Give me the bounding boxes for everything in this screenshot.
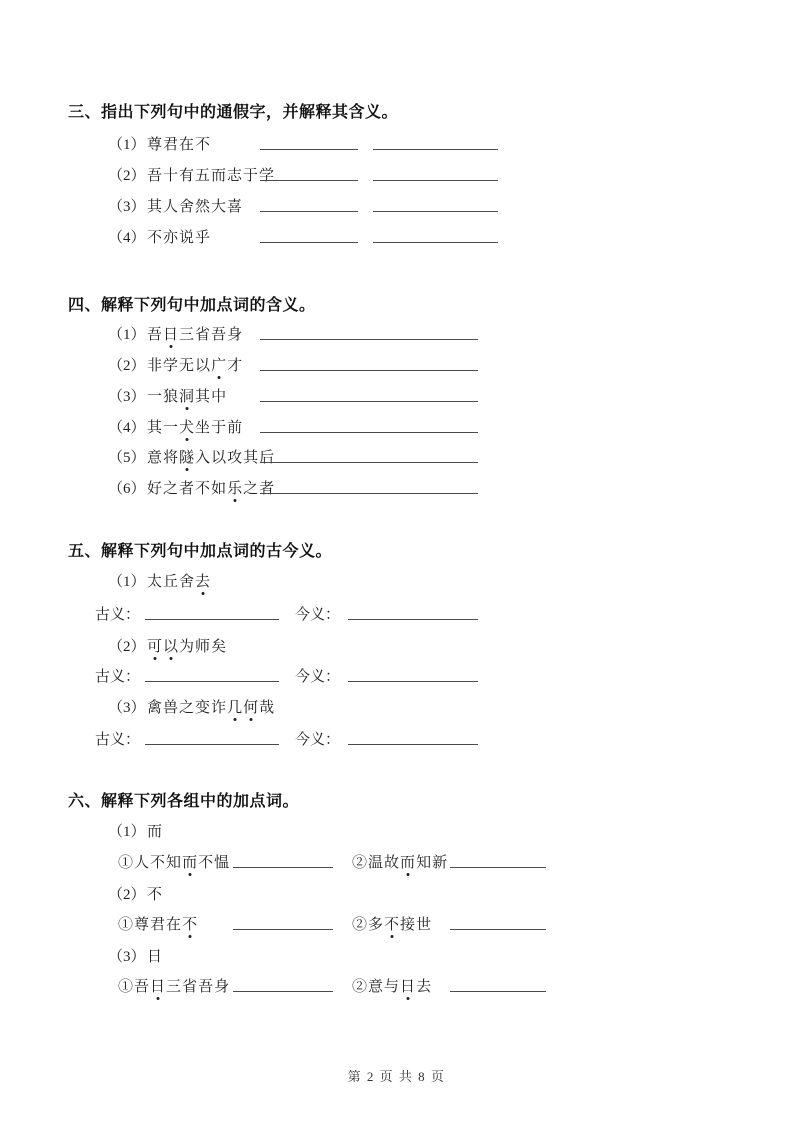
s3-item-4 <box>0 226 793 248</box>
item-number: （4） <box>108 230 146 246</box>
blank-line <box>233 975 333 992</box>
group-word: 不 <box>147 887 164 903</box>
s5-item-1 <box>0 570 793 592</box>
blank-line <box>260 164 358 181</box>
s4-item-1 <box>0 323 793 345</box>
sub-item-text: ②多不接世 <box>352 913 432 934</box>
s5-answer-row-1 <box>0 603 793 625</box>
sub-item-text: ①尊君在不 <box>118 913 198 934</box>
sub-item-text: ①人不知而不愠 <box>118 851 230 872</box>
s6-group-1-label <box>0 820 793 842</box>
s4-item-6 <box>0 477 793 499</box>
ancient-meaning-label: 古义： <box>95 669 141 685</box>
blank-line <box>373 226 498 243</box>
blank-line <box>373 195 498 212</box>
item-number: （6） <box>108 481 146 497</box>
blank-line <box>348 665 478 682</box>
item-text: 吾十有五而志于学 <box>147 168 276 184</box>
s4-item-5 <box>0 446 793 468</box>
section-6-title: 六、解释下列各组中的加点词。 <box>68 791 300 810</box>
s3-item-1 <box>0 133 793 155</box>
item-number: （3） <box>108 700 146 716</box>
s6-group-3-subrow <box>0 975 793 997</box>
s6-group-2-subrow <box>0 913 793 935</box>
blank-line <box>260 416 478 433</box>
item-text: 意将隧入以攻其后 <box>147 446 275 467</box>
blank-line <box>260 323 478 340</box>
ancient-meaning-label: 古义： <box>95 607 141 623</box>
group-number: （1） <box>108 824 146 840</box>
section-3-title: 三、指出下列句中的通假字，并解释其含义。 <box>68 102 399 121</box>
sub-item-text: ②温故而知新 <box>352 851 448 872</box>
s3-item-2 <box>0 164 793 186</box>
item-number: （1） <box>108 327 146 343</box>
group-word: 日 <box>147 949 164 965</box>
ancient-meaning-label: 古义： <box>95 732 141 748</box>
blank-line <box>260 195 358 212</box>
item-number: （5） <box>108 450 146 466</box>
s5-answer-row-2 <box>0 665 793 687</box>
item-number: （1） <box>108 137 146 153</box>
blank-line <box>260 133 358 150</box>
item-number: （2） <box>108 168 146 184</box>
sub-item-text: ②意与日去 <box>352 975 432 996</box>
item-number: （3） <box>108 389 146 405</box>
s5-answer-row-3 <box>0 728 793 750</box>
blank-line <box>233 851 333 868</box>
s4-item-4 <box>0 416 793 438</box>
blank-line <box>373 164 498 181</box>
section-5-title: 五、解释下列句中加点词的古今义。 <box>68 541 333 560</box>
s6-group-1-subrow <box>0 851 793 873</box>
blank-line <box>145 665 279 682</box>
s5-item-3 <box>0 696 793 718</box>
page-number-indicator: 第 2 页 共 8 页 <box>347 1069 446 1084</box>
item-number: （3） <box>108 199 146 215</box>
blank-line <box>145 603 279 620</box>
item-text: 禽兽之变诈几何哉 <box>147 696 275 717</box>
blank-line <box>260 477 478 494</box>
blank-line <box>260 385 478 402</box>
blank-line <box>260 446 478 463</box>
blank-line <box>348 728 478 745</box>
item-text: 吾日三省吾身 <box>147 323 243 344</box>
item-text: 其一犬坐于前 <box>147 416 243 437</box>
group-word: 而 <box>147 824 164 840</box>
blank-line <box>145 728 279 745</box>
group-number: （3） <box>108 949 146 965</box>
s6-group-2-label <box>0 883 793 905</box>
item-text: 不亦说乎 <box>147 230 212 246</box>
item-text: 太丘舍去 <box>147 570 211 591</box>
item-text: 可以为师矣 <box>147 635 227 656</box>
s6-group-3-label <box>0 945 793 967</box>
item-text: 其人舍然大喜 <box>147 199 244 215</box>
s4-item-2 <box>0 354 793 376</box>
blank-line <box>233 913 333 930</box>
blank-line <box>450 975 546 992</box>
blank-line <box>450 913 546 930</box>
item-number: （4） <box>108 420 146 436</box>
item-number: （2） <box>108 639 146 655</box>
modern-meaning-label: 今义： <box>295 732 341 748</box>
item-number: （1） <box>108 574 146 590</box>
item-text: 一狼洞其中 <box>147 385 227 406</box>
blank-line <box>260 226 358 243</box>
s3-item-3 <box>0 195 793 217</box>
blank-line <box>348 603 478 620</box>
item-text: 好之者不如乐之者 <box>147 477 275 498</box>
sub-item-text: ①吾日三省吾身 <box>118 975 230 996</box>
s4-item-3 <box>0 385 793 407</box>
blank-line <box>450 851 546 868</box>
blank-line <box>260 354 478 371</box>
item-text: 非学无以广才 <box>147 354 243 375</box>
blank-line <box>373 133 498 150</box>
modern-meaning-label: 今义： <box>295 669 341 685</box>
item-number: （2） <box>108 358 146 374</box>
section-4-title: 四、解释下列句中加点词的含义。 <box>68 295 316 314</box>
group-number: （2） <box>108 887 146 903</box>
item-text: 尊君在不 <box>147 137 212 153</box>
s5-item-2 <box>0 635 793 657</box>
modern-meaning-label: 今义： <box>295 607 341 623</box>
